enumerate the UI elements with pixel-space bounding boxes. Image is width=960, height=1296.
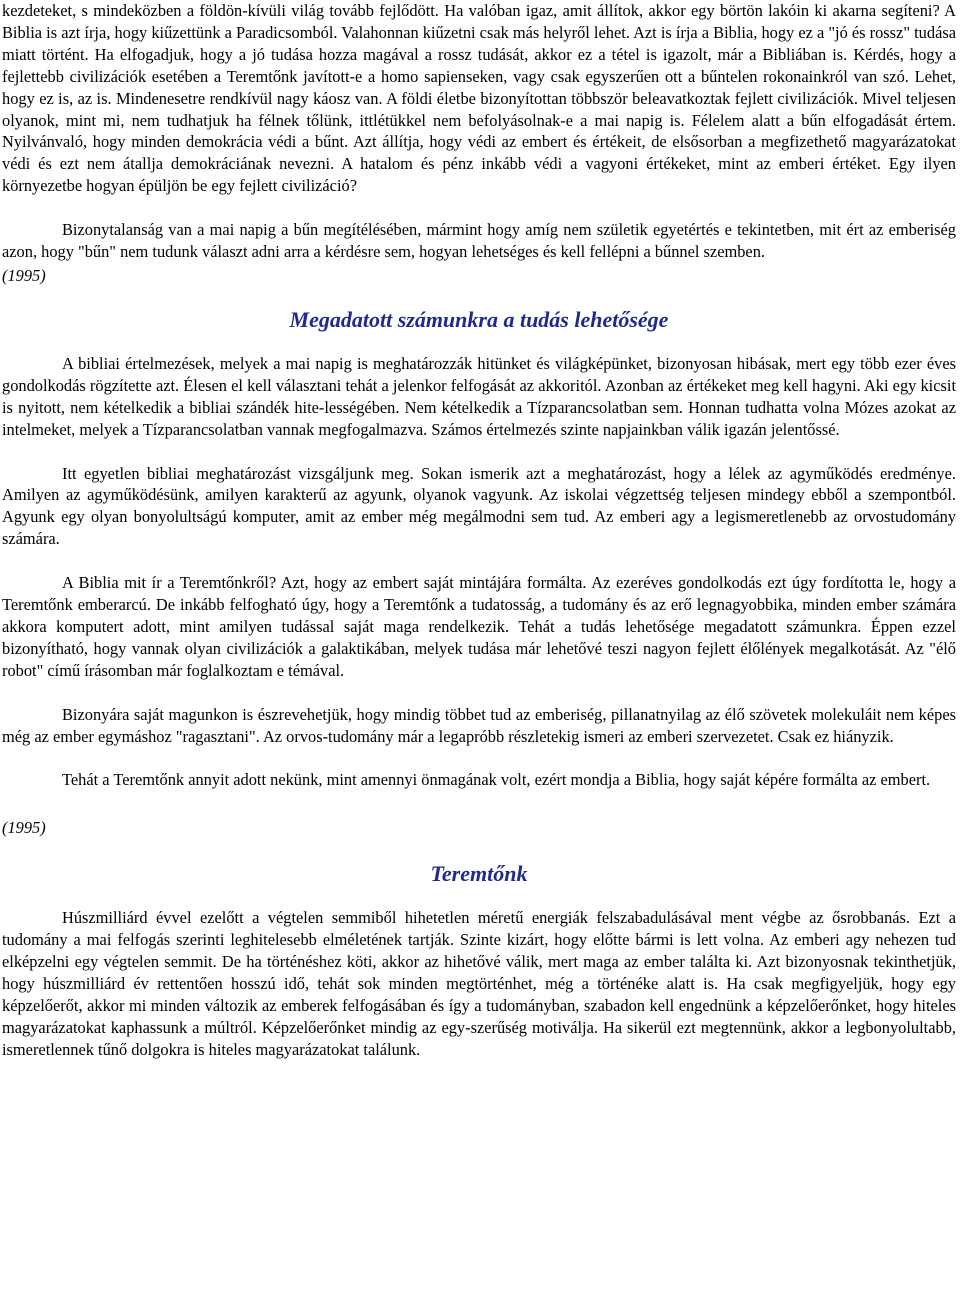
paragraph-opening: kezdeteket, s mindeközben a földön-kívüli világ tovább fejlődött. Ha valóban igaz, amit állítok, akkor egy börtön lakóin ki akarna segíteni? A Biblia is azt írja, hogy kiűzettünk a Paradicsomból. Valahonnan kiűzetni csak más helyről lehet. Azt is írja a Biblia, hogy ez a "jó és rossz" tudása miatt történt. Ha elfogadjuk, hogy a jó tudása hozza magával a rossz tudását, akkor ez a tétel is igazolt, már a Bibliában is. Kérdés, hogy a fejlettebb civilizációk esetében a Teremtőnk javított-e a homo sapienseken, vagy csak egyszerűen ott a bűntelen rokonainkról van szó. Lehet, hogy ez is, az is. Mindenesetre rendkívül nagy káosz van. A földi életbe bizonyítottan többször beleavatkoztak fejlett civilizációk. Mivel teljesen olyanok, mint mi, nem tudhatjuk ha félnek tőlünk, ittlétükkel nem befolyásolnak-e a mai napig is. Félelem alatt a bűn elfogadását értem. Nyilvánvaló, hogy minden demokrácia védi a bűnt. Azt állítja, hogy védi az embert és értékeit, de elsősorban a megfizethető magyarázatokat védi és ezt nem átallja demokráciának nevezni. A hatalom és pénz inkább védi a vagyoni értékeket, mint az emberi értéket. Egy ilyen környezetbe hogyan épüljön be egy fejlett civilizáció? bbox=[2, 1, 956, 196]
paragraph-sin-uncertainty: Bizonytalanság van a mai napig a bűn megítélésében, mármint hogy amíg nem születik egyetértés e tekintetben, mit ért az emberiség azon, hogy "bűn" nem tudunk választ adni arra a kérdésre sem, hogyan lehetséges és kell fellépni a bűnnel szemben. bbox=[2, 220, 956, 262]
paragraph-creator-gave: Tehát a Teremtőnk annyit adott nekünk, mint amennyi önmagának volt, ezért mondja a Biblia, hogy saját képére formálta az embert. bbox=[62, 770, 931, 790]
paragraph-living-tissue: Bizonyára saját magunkon is észrevehetjük, hogy mindig többet tud az emberiség, pillanatnyilag az élő szövetek molekuláit nem képes még az ember egymáshoz "ragasztani". Az orvos-tudomány már a legapróbb részletekig ismeri az emberi szervezetet. Csak ez hiányzik. bbox=[2, 704, 956, 746]
year-note-2: (1995) bbox=[2, 818, 46, 838]
paragraph-creator-image: A Biblia mit ír a Teremtőnkről? Azt, hogy az embert saját mintájára formálta. Az ezeréves gondolkodás ezt úgy fordította le, hogy a Teremtőnk emberarcú. De inkább felfogható úgy, hogy a Teremtőnk a tudatosság, a tudomány és az erő legnagyobbika, minden ember számára akkora komputert adott, mint amilyen tudással saját maga rendelkezik. Tehát a tudás lehetősége megadatott számunkra. Éppen ezzel bizonyítható, hogy vannak olyan civilizációk a galaktikában, melyek tudása már lehetővé teszi nagyon fejlett élőlények megalkotását. Az "élő robot" című írásomban már foglalkoztam e témával. bbox=[2, 573, 956, 680]
section-title-creator: Teremtőnk bbox=[430, 861, 528, 887]
section-title-knowledge: Megadatott számunkra a tudás lehetősége bbox=[289, 306, 669, 332]
paragraph-big-bang: Húszmilliárd évvel ezelőtt a végtelen semmiből hihetetlen méretű energiák felszabadulásával ment végbe az ősrobbanás. Ezt a tudomány a mai felfogás szerinti leghitelesebb elméletének tartják. Szinte kizárt, hogy előtte bármi is lett volna. Az emberi agy nehezen tud elképzelni egy végtelen semmit. De ha történéshez köti, akkor az hihetővé válik, mert maga az ember találta ki. Azt bizonyosnak tekinthetjük, hogy húszmilliárd év rettentően hosszú idő, tehát sok minden megtörténhet, még a történéke alatt is. Ha csak megfigyeljük, hogy egy képzelőerőt, akkor mi minden változik az emberek felfogásában és így a tudományban, szabadon kell engednünk a képzelőerőnket, hogy hiteles magyarázatokat kaphassunk a múltról. Képzelőerőnket mindig az egy-szerűség motiválja. Ha sikerül ezt megtennünk, akkor a legbonyolultabb, ismeretlennek tűnő dolgokra is hiteles magyarázatokat találunk. bbox=[2, 908, 956, 1059]
paragraph-biblical-interpretations: A bibliai értelmezések, melyek a mai napig is meghatározzák hitünket és világképünket, bizonyosan hibásak, mert egy több ezer éves gondolkodás rögzítette azt. Élesen el kell választani tehát a jelenkor felfogását az akkoritól. Azonban az értékeket meg kell hagyni. Aki egy kicsit is nyitott, nem kételkedik a bibliai szándék hite-lességében. Nem kételkedik a Tízparancsolatban sem. Honnan tudhatta volna Mózes azokat az intelmeket, melyek a Tízparancsolatban vannak megfogalmazva. Számos értelmezés szinte napjainkban válik igazán jelentőssé. bbox=[2, 353, 956, 439]
year-note-1: (1995) bbox=[2, 265, 46, 285]
paragraph-soul-brain: Itt egyetlen bibliai meghatározást vizsgáljunk meg. Sokan ismerik azt a meghatározást, hogy a lélek az agyműködés eredménye. Amilyen az agyműködésünk, amilyen karakterű az agyunk, olyanok vagyunk. Az iskolai végzettség teljesen mindegy ebből a szempontból. Agyunk egy olyan bonyolultságú komputer, amit az ember még megálmodni sem tud. Az emberi agy a legismeretlenebb az orvostudomány számára. bbox=[2, 463, 956, 549]
